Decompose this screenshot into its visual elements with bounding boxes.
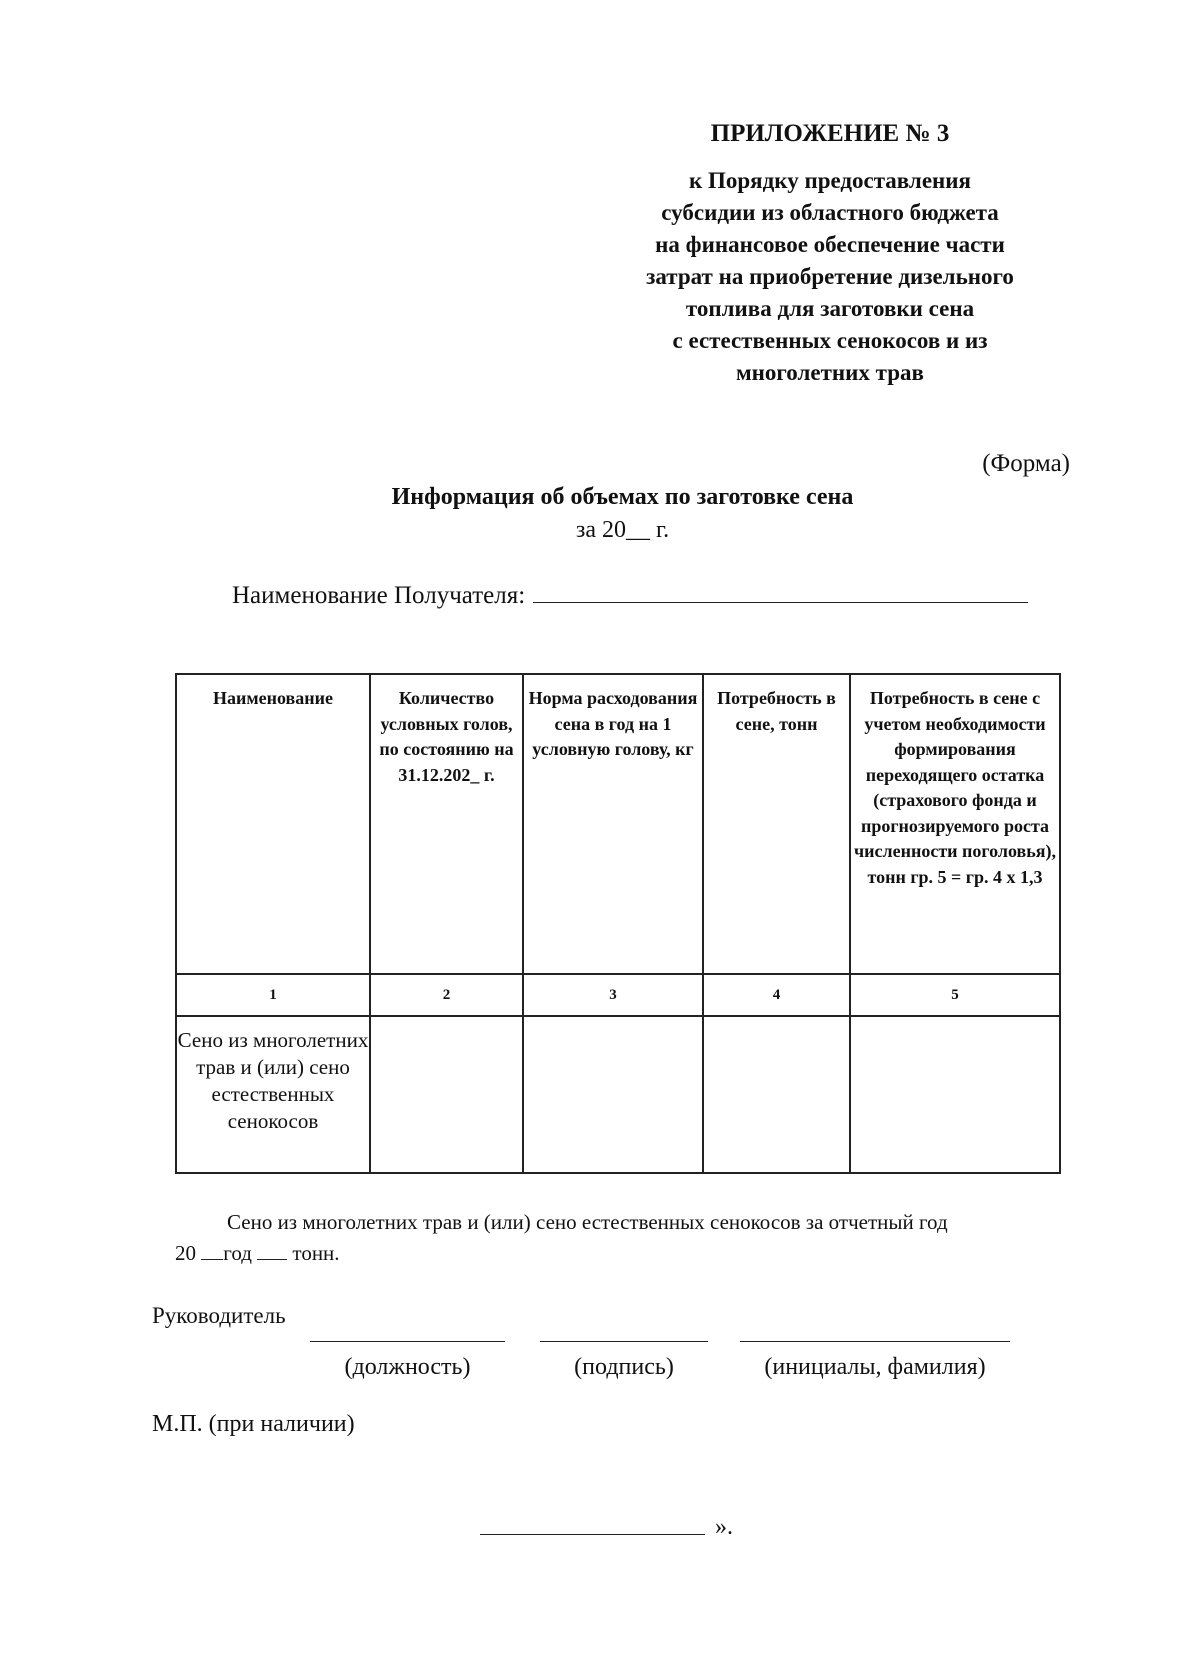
recipient-label: Наименование Получателя: (232, 582, 526, 609)
norm-input-cell[interactable] (523, 1016, 703, 1173)
appendix-line: затрат на приобретение дизельного (646, 264, 1014, 289)
summary-unit: тонн. (292, 1241, 340, 1265)
position-line[interactable] (310, 1341, 505, 1342)
need-reserve-input-cell[interactable] (850, 1016, 1060, 1173)
column-number: 3 (523, 974, 703, 1016)
signature-caption: (подпись) (574, 1354, 674, 1380)
summary-paragraph (175, 1207, 1059, 1269)
document-title: Информация об объемах по заготовке сена (391, 484, 854, 510)
summary-year-word: год (223, 1241, 252, 1265)
form-label: (Форма) (982, 450, 1070, 477)
table-header-row (176, 674, 1060, 974)
appendix-line: многолетних трав (736, 360, 924, 385)
column-number: 5 (850, 974, 1060, 1016)
need-input-cell[interactable] (703, 1016, 850, 1173)
header-cell-need: Потребность в сене, тонн (703, 674, 850, 974)
signatory-role: Руководитель (152, 1303, 286, 1328)
appendix-line: на финансовое обеспечение части (655, 232, 1005, 257)
summary-prefix: 20 (175, 1241, 196, 1265)
appendix-line: топлива для заготовки сена (685, 296, 975, 321)
column-number: 4 (703, 974, 850, 1016)
name-caption: (инициалы, фамилия) (764, 1354, 986, 1380)
year-blank[interactable] (201, 1239, 223, 1260)
appendix-line: субсидии из областного бюджета (661, 200, 999, 225)
hay-volume-table (175, 673, 1061, 1174)
summary-year-line (175, 1238, 1059, 1269)
column-number-row (176, 974, 1060, 1016)
tonnage-blank[interactable] (257, 1239, 287, 1260)
table-row (176, 1016, 1060, 1173)
column-number: 1 (176, 974, 370, 1016)
summary-line: Сено из многолетних трав и (или) сено естественных сенокосов за отчетный год (227, 1210, 948, 1234)
column-number: 2 (370, 974, 523, 1016)
stamp-note: М.П. (при наличии) (152, 1411, 355, 1437)
header-cell-name: Наименование (176, 674, 370, 974)
closing-line (480, 1534, 705, 1535)
appendix-line: к Порядку предоставления (689, 168, 971, 193)
heads-input-cell[interactable] (370, 1016, 523, 1173)
signature-line[interactable] (540, 1341, 708, 1342)
name-line[interactable] (740, 1341, 1010, 1342)
appendix-line: с естественных сенокосов и из (672, 328, 988, 353)
closing-mark: ». (715, 1514, 733, 1540)
header-cell-norm: Норма расходования сена в год на 1 условную голову, кг (523, 674, 703, 974)
recipient-field (232, 580, 1028, 610)
header-cell-need-with-reserve: Потребность в сене с учетом необходимости формирования переходящего остатка (страхового фонда и прогнозируемого роста численности поголовья), тонн гр. 5 = гр. 4 х 1,3 (850, 674, 1060, 974)
appendix-subtitle (560, 165, 1100, 389)
header-cell-heads: Количество условных голов, по состоянию на 31.12.202_ г. (370, 674, 523, 974)
row-name-cell: Сено из многолетних трав и (или) сено естественных сенокосов (176, 1016, 370, 1173)
appendix-title: ПРИЛОЖЕНИЕ № 3 (710, 120, 950, 147)
document-year-line: за 20__ г. (575, 517, 670, 543)
recipient-blank-line[interactable] (533, 580, 1028, 603)
position-caption: (должность) (344, 1354, 471, 1380)
